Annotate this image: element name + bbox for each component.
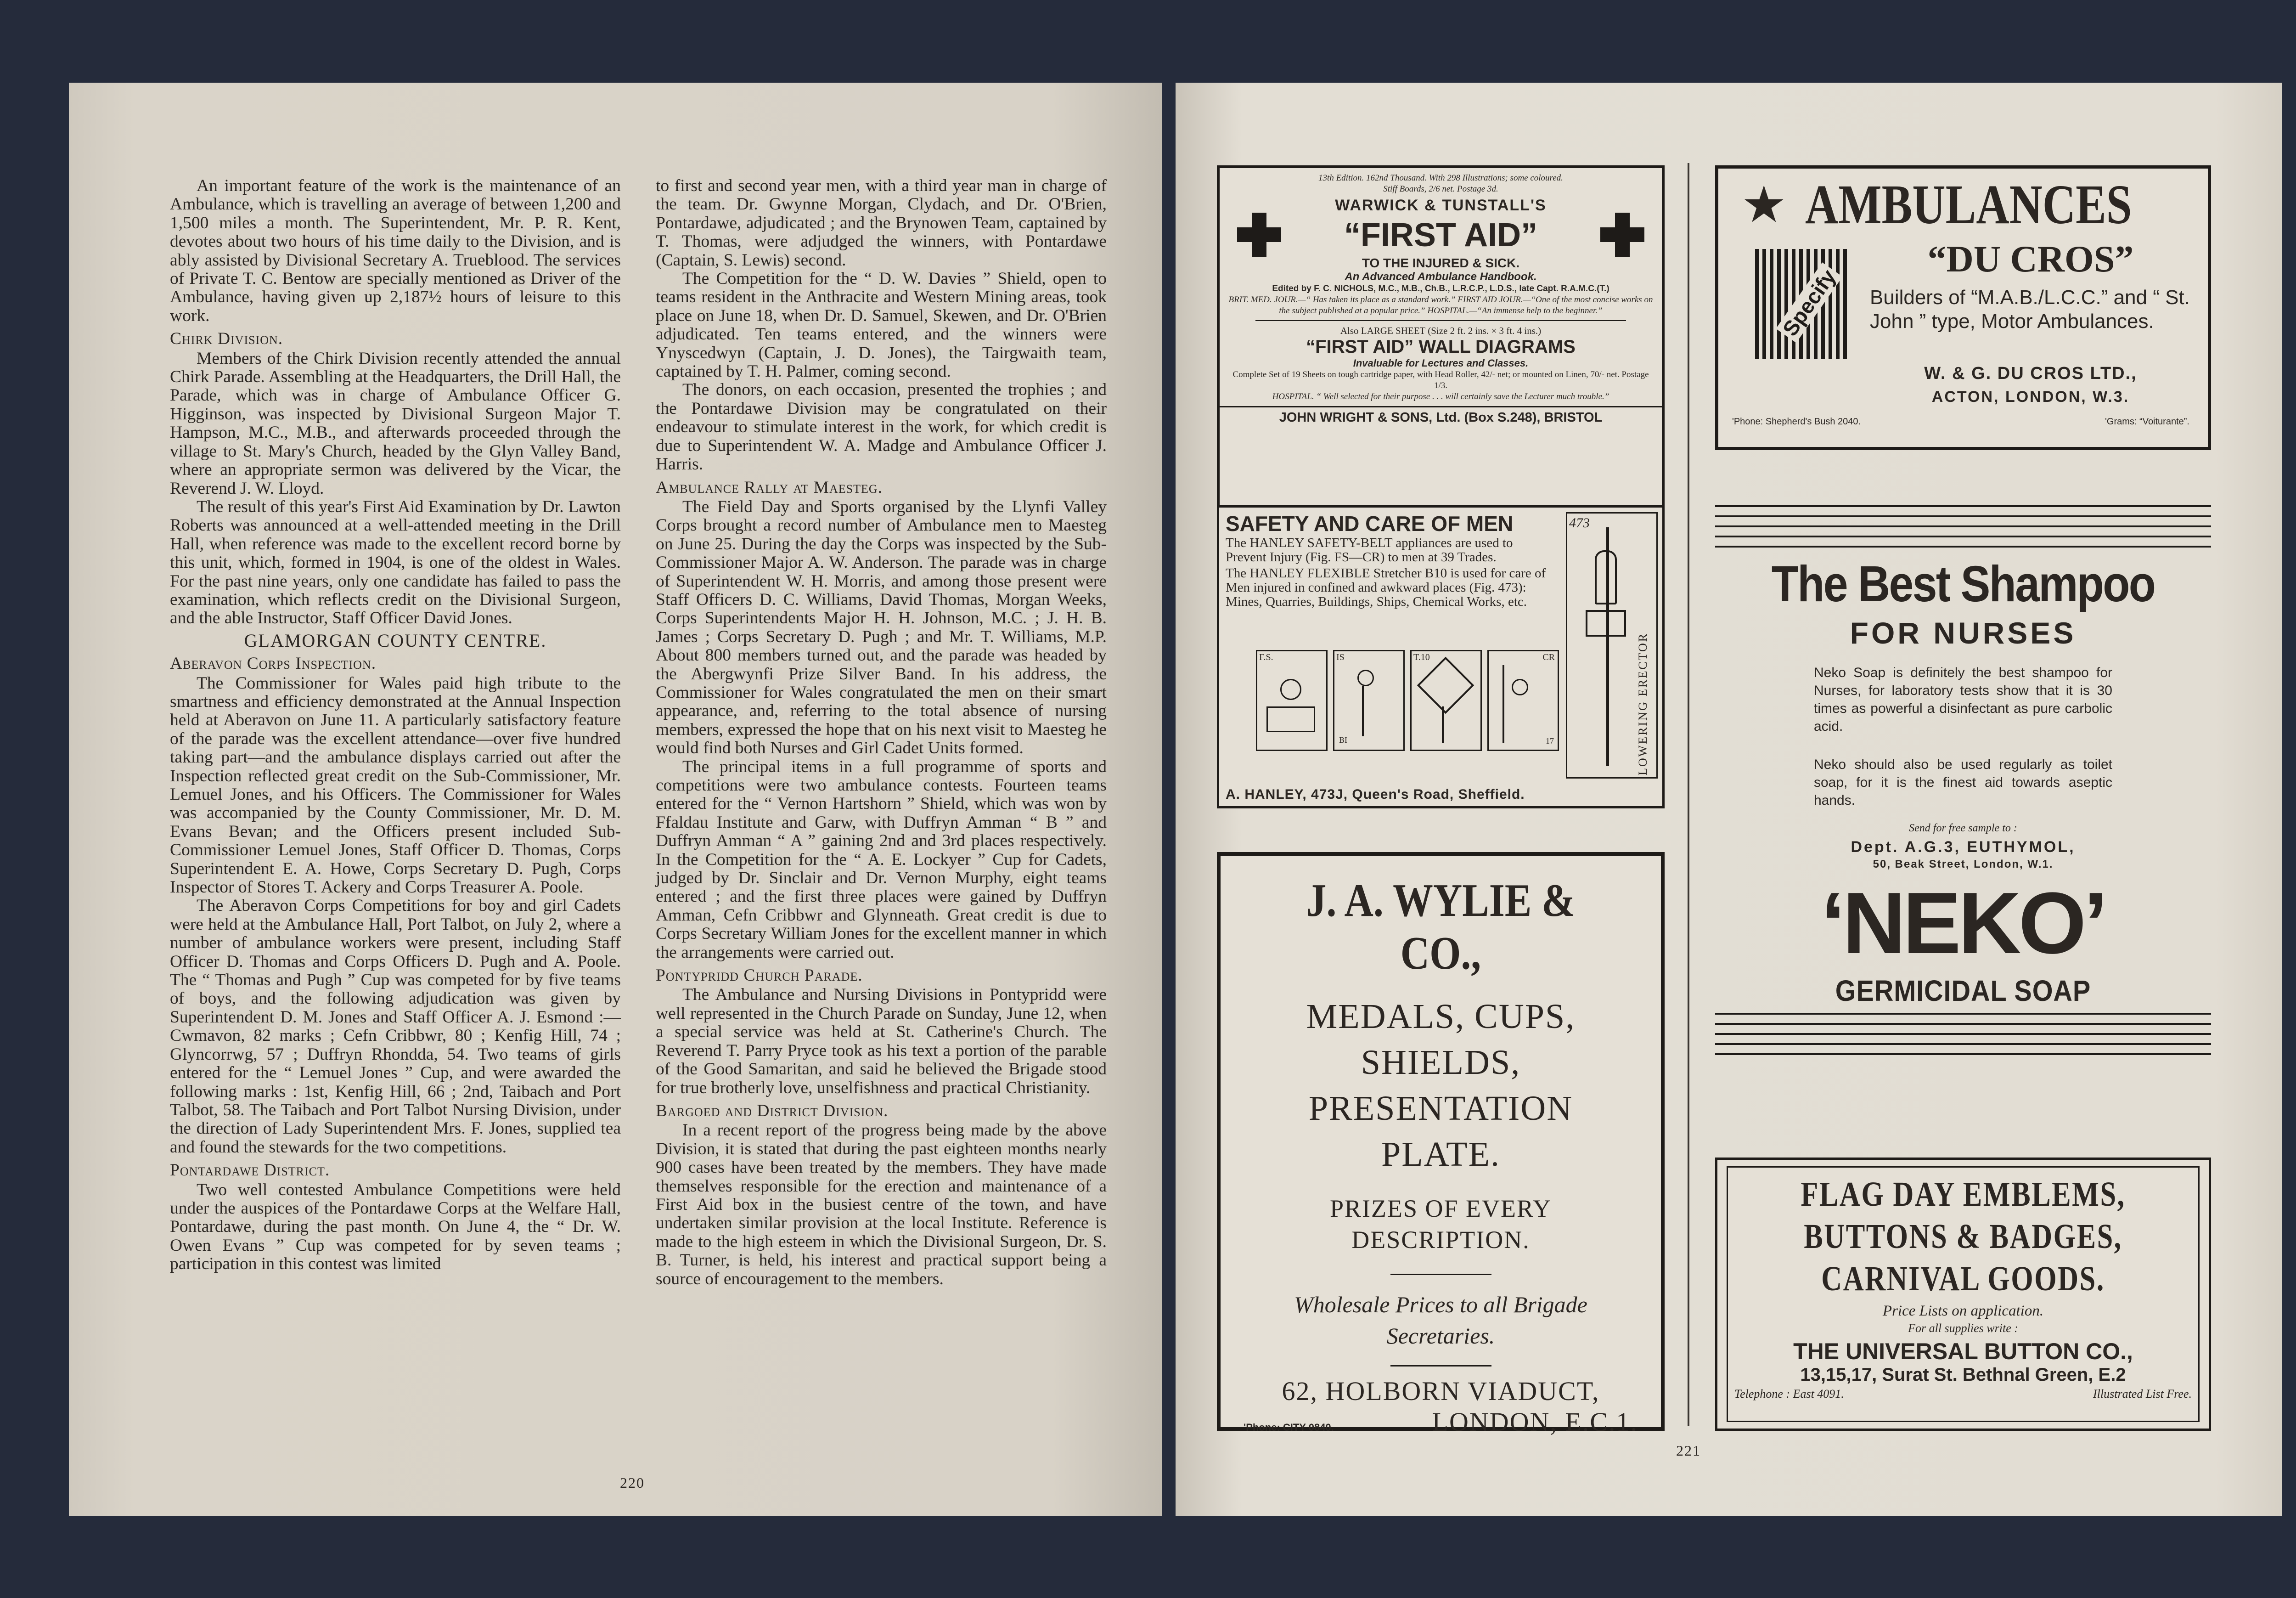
du-cros-phone: 'Phone: Shepherd's Bush 2040. (1732, 417, 1861, 427)
wylie-address: 62, HOLBORN VIADUCT, (1282, 1376, 1600, 1406)
du-cros-brand: “DU CROS” (1927, 238, 2134, 280)
fig-label-17: 17 (1546, 736, 1554, 745)
specify-label: Specify (1776, 263, 1842, 343)
section-heading: Bargoed and District Division. (656, 1101, 889, 1120)
wylie-name: J. A. WYLIE & CO., (1306, 875, 1576, 979)
paragraph: The result of this year's First Aid Examination by Dr. Lawton Roberts was announced at a well-attended meeting in the Drill Hall, when reference was made to the excellent record borne by this unit, which, formed in 1904, is one of the oldest in Wales. For the past nine years, only one candidate has failed to pass the examination, which reflects credit on the Divisional Surgeon, and the able Instructor, Staff Officer David Jones. (170, 497, 621, 628)
wylie-product-line: MEDALS, CUPS, (1306, 997, 1576, 1036)
section-heading: Chirk Division. (170, 329, 283, 349)
button-co-name: THE UNIVERSAL BUTTON CO., (1793, 1338, 2133, 1364)
lowering-erector-label: LOWERING ERECTOR (1636, 632, 1649, 775)
section-heading: GLAMORGAN COUNTY CENTRE. (244, 630, 547, 651)
paragraph: The donors, on each occasion, presented the trophies ; and the Pontardawe Division may be congratulated on their endeavour to stimulate interest in the work, for which credit is due to Superintendent W. A. Madge and Ambulance Officer J. Harris. (656, 380, 1107, 474)
shampoo-text-1: Neko Soap is definitely the best shampoo for Nurses, for laboratory tests show that it is 30 times as powerful a disinfectant as pure carbolic acid. (1814, 665, 2112, 734)
first-aid-advert (1217, 165, 1665, 547)
star-icon: ★ (1741, 177, 1787, 233)
red-cross-icon-right (1600, 213, 1644, 257)
paragraph: An important feature of the work is the maintenance of an Ambulance, which is travelling an average of between 1,200 and 1,500 miles a month. The Superintendent, Mr. P. R. Kent, devotes about two hours of his time daily to the Division, and is ably assisted by Divisional Secretary A. Trueblood. The services of Private T. C. Bentow are specially mentioned as Driver of the Ambulance, having given up 2,187½ hours of leisure to this work. (170, 176, 621, 325)
paragraph: The Aberavon Corps Competitions for boy and girl Cadets were held at the Ambulance Hall, Port Talbot, on July 2, where a number of ambulance workers were present, including Staff Officer D. Thomas and Corps Officers D. Pugh and A. Poole. The “ Thomas and Pugh ” Cup was competed for by five teams of boys, and the following adjudication was given by Superintendent D. M. Jones and Staff Officer A. J. Esmond :—Cwmavon, 82 marks ; Cefn Cribbwr, 80 ; Kenfig Hill, 74 ; Glyncorrwg, 57 ; Duffryn Rhondda, 54. Two teams of girls entered for the “ Lemuel Jones ” Cup, and were awarded the following marks : 1st, Kenfig Hill, 66 ; 2nd, Taibach and Port Talbot, 58. The Taibach and Port Talbot Nursing Division, under the direction of Lady Superintendent Mrs. F. Jones, supplied tea and found the stewards for the two competitions. (170, 896, 621, 1157)
wylie-city: LONDON, E.C.1. (1432, 1407, 1638, 1437)
reviews: BRIT. MED. JOUR.—“ Has taken its place as a standard work.” FIRST AID JOUR.—“One of the most concise works on the subject published at a popular price.” HOSPITAL.—“An immense help to the beginner.” (1228, 295, 1653, 316)
red-cross-icon-left (1237, 213, 1281, 257)
safety-belt-text: The HANLEY SAFETY-BELT appliances are used to Prevent Injury (Fig. FS—CR) to men at 39 Trades. (1226, 536, 1513, 565)
left-column-2 (656, 177, 1107, 1288)
germicidal-soap: GERMICIDAL SOAP (1835, 974, 2091, 1007)
wylie-prizes: PRIZES OF EVERY DESCRIPTION. (1329, 1195, 1552, 1254)
paragraph: Two well contested Ambulance Competitions were held under the auspices of the Pontardawe Corps at the Welfare Hall, Pontardawe, during the past month. On June 4, the “ Dr. W. Owen Evans ” Cup was competed for by seven teams ; participation in this contest was limited (170, 1180, 621, 1274)
paragraph: Members of the Chirk Division recently attended the annual Chirk Parade. Assembling at the Headquarters, the Drill Hall, the Parade, which was in charge of Ambulance Officer G. Higginson, was inspected by Divisional Surgeon Major T. Hampson, M.C., M.B., and afterwards proceeded through the village to St. Mary's Church, headed by the Glyn Valley Band, where an appropriate sermon was delivered by the Vicar, the Reverend J. W. Lloyd. (170, 349, 621, 498)
top-rules (1715, 505, 2211, 551)
fig-label-cr: CR (1542, 652, 1555, 662)
figure-number: 473 (1569, 515, 1590, 531)
wylie-product-line: PRESENTATION (1308, 1089, 1573, 1128)
flag-day-title: FLAG DAY EMBLEMS, BUTTONS & BADGES, CARNIVAL GOODS. (1801, 1175, 2126, 1298)
safety-advert (1217, 505, 1665, 808)
safety-title: SAFETY AND CARE OF MEN (1226, 512, 1514, 536)
paragraph: to first and second year men, with a third year man in charge of the team. Dr. Gwynne Morgan, Clydach, and Dr. O'Brien, Pontardawe, adjudicated ; and the Brynowen Team, captained by T. Thomas, were adjudged the winners, with Pontardawe (Captain, S. Lewis) second. (656, 176, 1107, 270)
wylie-advert (1217, 852, 1665, 1437)
page-number-right: 221 (1676, 1442, 1701, 1459)
price-lists: Price Lists on application. (1882, 1303, 2044, 1319)
paragraph: The Ambulance and Nursing Divisions in Pontypridd were well represented in the Church Parade on Sunday, June 12, when a special service was held at St. Catherine's Church. The Reverend T. Parry Pryce took as his text a portion of the parable of the Good Samaritan, and said he believed the Brigade stood for true brotherly love, unselfishness and practical Christianity. (656, 985, 1107, 1097)
section-heading: Aberavon Corps Inspection. (170, 654, 377, 673)
wylie-wholesale: Wholesale Prices to all Brigade Secretaries. (1294, 1292, 1587, 1349)
hospital-review: HOSPITAL. “ Well selected for their purpose . . . will certainly save the Lecturer much trouble.” (1272, 392, 1609, 401)
page-number-left: 220 (620, 1474, 645, 1491)
right-page (1176, 83, 2282, 1516)
first-aid-subtitle: TO THE INJURED & SICK. (1362, 256, 1520, 270)
paragraph: In a recent report of the progress being made by the above Division, it is stated that during the past eighteen months nearly 900 cases have been treated by the members. They have made themselves responsible for the erection and maintenance of a First Aid box in the busiest centre of the town, and have undertaken similar provision at the local Institute. Reference is made to the high esteem in which the Divisional Surgeon, Dr. S. B. Turner, is held, his interest and practical support being a source of encouragement to the members. (656, 1121, 1107, 1288)
ambulances-desc: Builders of “M.A.B./L.C.C.” and “ St. John ” type, Motor Ambulances. (1870, 286, 2190, 333)
invaluable-line: Invaluable for Lectures and Classes. (1353, 357, 1529, 369)
paragraph: The principal items in a full programme of sports and competitions were two ambulance contests. Fourteen teams entered for the “ Vernon Hartshorn ” Shield, which was won by Ffaldau Institute and Garw, with Duffryn Amman “ B ” and Duffryn Amman “ A ” gaining 2nd and 3rd places respectively. In the Competition for the “ A. E. Lockyer ” Cup for Cadets, judged by Dr. Sinclair and Dr. Vernon Murphy, eight teams entered ; and the first three places were gained by Duffryn Amman, Cefn Cribbwr and Glynneath. Great credit is due to Corps Secretary William Jones for the excellent manner in which the arrangements were carried out. (656, 757, 1107, 962)
fig-label-is: IS (1336, 652, 1345, 662)
left-page (69, 83, 1162, 1516)
publisher-footer: JOHN WRIGHT & SONS, Ltd. (Box S.248), BRISTOL (1279, 410, 1603, 425)
button-co-list: Illustrated List Free. (2093, 1387, 2192, 1400)
bottom-rules (1715, 1013, 2211, 1059)
shampoo-title: The Best Shampoo (1771, 556, 2155, 612)
editors-line: Edited by F. C. NICHOLS, M.C., M.B., Ch.B., L.R.C.P., L.D.S., late Capt. R.A.M.C.(T.) (1272, 284, 1609, 294)
first-aid-title: “FIRST AID” (1344, 217, 1538, 254)
flexible-stretcher-text: The HANLEY FLEXIBLE Stretcher B10 is used for care of Men injured in confined and awkward places (Fig. 473): Mines, Quarries, Buildings, Ships, Chemical Works, etc. (1226, 566, 1546, 609)
complete-set-line: Complete Set of 19 Sheets on tough cartridge paper, with Head Roller, 42/- net; or mounted on Linen, 70/- net. Postage 1/3. (1232, 370, 1649, 390)
wylie-products (1239, 994, 1643, 1177)
fig-label-bi: BI (1339, 735, 1347, 745)
paragraph: The Commissioner for Wales paid high tribute to the smartness and efficiency demonstrated at the Annual Inspection held at Aberavon on June 11. A particularly satisfactory feature of the parade was the excellent attendance—over five hundred taking part—and the ambulance displays carried out after the Inspection reflected great credit on the Sub-Commissioner, Mr. Lemuel Jones, and his Officers. The Commissioner for Wales was accompanied by the County Commissioner, Mr. D. M. Evans Bevan; and the Officers present included Sub-Commissioner Lemuel Jones, Staff Officer D. Thomas, Corps Superintendent E. A. Howe, Corps Secretary D. Pugh, Corps Inspector of Stores T. Ackery and Corps Treasurer A. Poole. (170, 673, 621, 897)
neko-logo: ‘NEKO’ (1821, 875, 2105, 972)
section-heading: Ambulance Rally at Maesteg. (656, 478, 883, 497)
euthymol-dept: Dept. A.G.3, EUTHYMOL, (1851, 838, 2076, 856)
shampoo-text-2: Neko should also be used regularly as toilet soap, for it is the finest aid towards aseptic hands. (1814, 757, 2112, 808)
hanley-footer: A. HANLEY, 473J, Queen's Road, Sheffield. (1226, 787, 1525, 802)
column-divider (1688, 163, 1689, 1426)
left-column-1 (170, 177, 621, 1274)
shampoo-subtitle: FOR NURSES (1850, 616, 2077, 650)
sample-line: Send for free sample to : (1909, 822, 2017, 834)
fig-label-fs: F.S. (1259, 652, 1273, 662)
specify-graphic (1755, 249, 1847, 359)
first-aid-tagline: An Advanced Ambulance Handbook. (1345, 271, 1537, 283)
paragraph: The Field Day and Sports organised by the Llynfi Valley Corps brought a record number of Ambulance men to Maesteg on June 25. During the day the Corps was inspected by the Sub-Commissioner Major A. W. Anderson. The parade was in charge of Superintendent W. H. Morris, and among those present were Staff Officers D. C. Williams, David Thomas, Morgan Weeks, Corps Superintendents Major H. H. Johnson, M.C. ; J. H. B. James ; Corps Secretary D. Pugh ; and Mr. T. Williams, M.P. About 800 members turned out, and the parade was headed by the Abergwynfi Prize Silver Band. In his address, the Commissioner for Wales congratulated the men on their smart appearance, and, referring to the total absence of nursing members, expressed the hope that on his next visit to Maesteg he would find both Nurses and Girl Cadet Units formed. (656, 497, 1107, 758)
du-cros-company: W. & G. DU CROS LTD., (1924, 364, 2137, 383)
flag-day-advert (1715, 1158, 2211, 1431)
shampoo-advert (1715, 505, 2211, 1231)
fig-label-t10: T.10 (1413, 652, 1430, 662)
section-heading: Pontypridd Church Parade. (656, 966, 863, 985)
large-sheet-line: Also LARGE SHEET (Size 2 ft. 2 ins. × 3 ft. 4 ins.) (1340, 325, 1542, 336)
ambulances-advert (1715, 165, 2211, 450)
paragraph: The Competition for the “ D. W. Davies ” Shield, open to teams resident in the Anthracite and Western Mining areas, took place on June 18, when Dr. D. Samuel, Skewen, and Dr. O'Brien adjudicated. Ten teams entered, and the winners were Ynyscedwyn (Captain, J. D. Jones), the Tairgwaith team, captained by T. H. Palmer, coming second. (656, 269, 1107, 381)
button-co-telephone: Telephone : East 4091. (1734, 1387, 1844, 1400)
lowering-illustration (1566, 512, 1658, 779)
price-line: Stiff Boards, 2/6 net. Postage 3d. (1383, 184, 1498, 194)
wylie-phone: 'Phone: CITY 0840. (1244, 1422, 1334, 1433)
ambulances-title: AMBULANCES (1805, 174, 2132, 236)
du-cros-grams: 'Grams: “Voiturante”. (2105, 417, 2189, 427)
wylie-product-line: PLATE. (1381, 1135, 1500, 1174)
button-co-address: 13,15,17, Surat St. Bethnal Green, E.2 (1800, 1365, 2126, 1385)
section-heading: Pontardawe District. (170, 1161, 330, 1180)
wall-diagrams-title: “FIRST AID” WALL DIAGRAMS (1306, 337, 1576, 357)
publisher: WARWICK & TUNSTALL'S (1335, 197, 1547, 214)
wylie-product-line: SHIELDS, (1361, 1043, 1521, 1082)
edition-line: 13th Edition. 162nd Thousand. With 298 Illustrations; some coloured. (1318, 173, 1563, 183)
figure-strip (1256, 650, 1559, 751)
du-cros-address: ACTON, LONDON, W.3. (1931, 388, 2130, 406)
supplies-line: For all supplies write : (1908, 1321, 2018, 1335)
euthymol-address: 50, Beak Street, London, W.1. (1873, 858, 2054, 870)
